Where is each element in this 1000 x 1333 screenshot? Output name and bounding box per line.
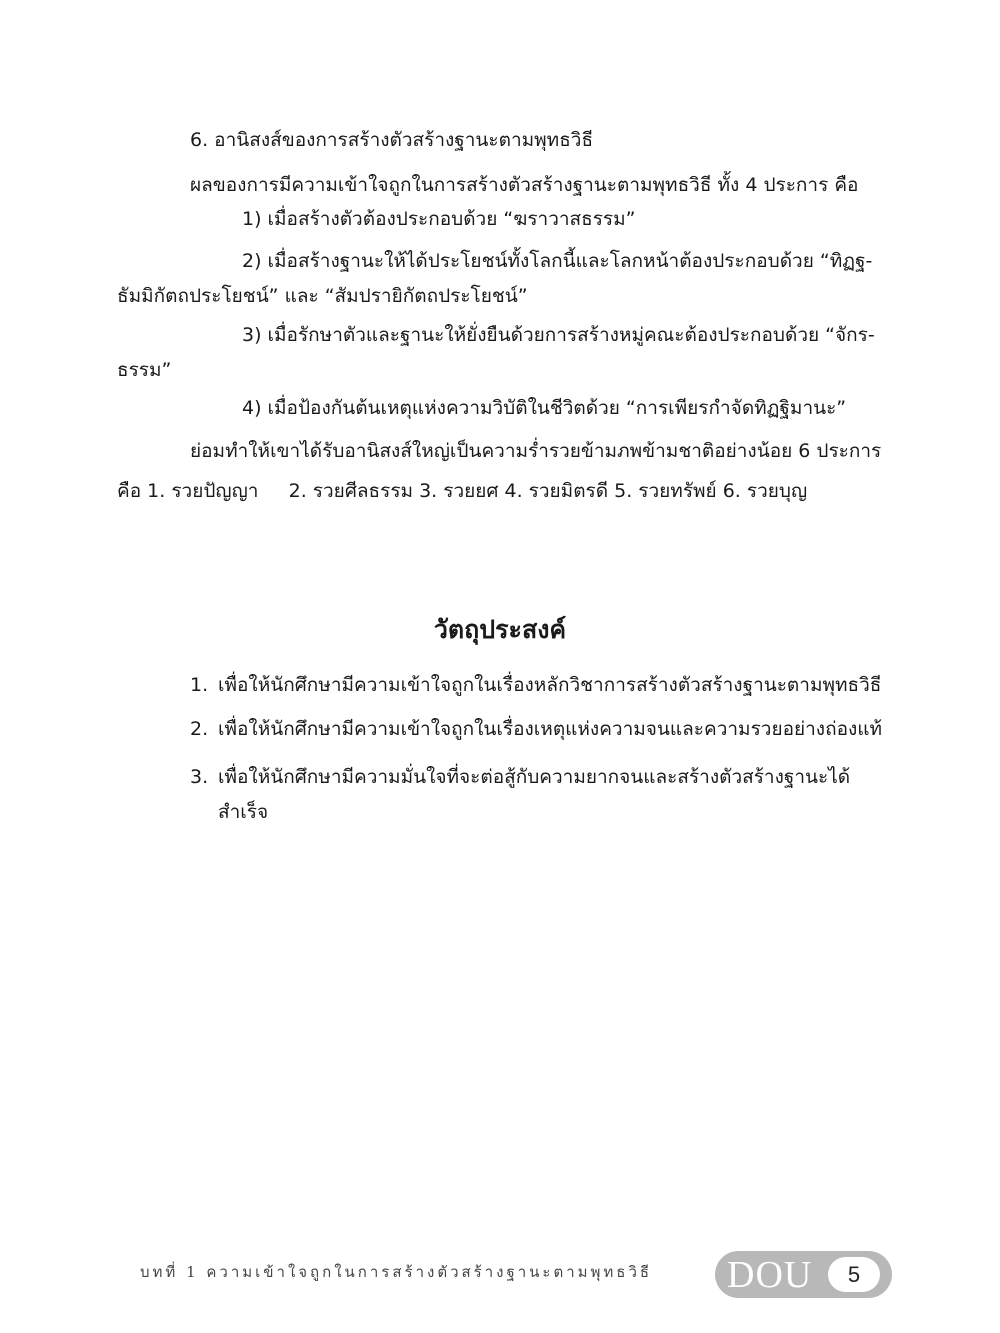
list-item-3: 3) เมื่อรักษาตัวและฐานะให้ยั่งยืนด้วยการสร้างหมู่คณะต้องประกอบด้วย “จักร- xyxy=(242,324,875,346)
objective-1-number: 1. xyxy=(190,674,209,696)
page-footer xyxy=(0,1248,1000,1308)
list-item-4: 4) เมื่อป้องกันต้นเหตุแห่งความวิบัติในชีวิตด้วย “การเพียรกำจัดทิฏฐิมานะ” xyxy=(242,397,847,419)
objective-3-text-continued: สำเร็จ xyxy=(218,801,269,823)
conclusion-line-2: คือ 1. รวยปัญญา 2. รวยศีลธรรม 3. รวยยศ 4. รวยมิตรดี 5. รวยทรัพย์ 6. รวยบุญ xyxy=(117,480,808,502)
objectives-title: วัตถุประสงค์ xyxy=(433,615,567,644)
objective-3-text: เพื่อให้นักศึกษามีความมั่นใจที่จะต่อสู้กับความยากจนและสร้างตัวสร้างฐานะได้ xyxy=(218,766,851,788)
list-item-2: 2) เมื่อสร้างฐานะให้ได้ประโยชน์ทั้งโลกนี้และโลกหน้าต้องประกอบด้วย “ทิฏฐ- xyxy=(242,250,873,272)
list-item-3-continued: ธรรม” xyxy=(117,359,172,381)
chapter-title: บทที่ 1 ความเข้าใจถูกในการสร้างตัวสร้างฐานะตามพุทธวิธี xyxy=(140,1263,653,1281)
dou-logo: DOU xyxy=(727,1254,813,1296)
objective-2-text: เพื่อให้นักศึกษามีความเข้าใจถูกในเรื่องเหตุแห่งความจนและความรวยอย่างถ่องแท้ xyxy=(218,718,883,740)
page-number: 5 xyxy=(828,1257,880,1292)
list-item-2-continued: ธัมมิกัตถประโยชน์” และ “สัมปรายิกัตถประโยชน์” xyxy=(117,285,528,307)
objective-3-number: 3. xyxy=(190,766,209,788)
objective-1-text: เพื่อให้นักศึกษามีความเข้าใจถูกในเรื่องหลักวิชาการสร้างตัวสร้างฐานะตามพุทธวิธี xyxy=(218,674,882,696)
objective-2-number: 2. xyxy=(190,718,209,740)
page-badge xyxy=(715,1251,892,1298)
section-intro: ผลของการมีความเข้าใจถูกในการสร้างตัวสร้างฐานะตามพุทธวิธี ทั้ง 4 ประการ คือ xyxy=(190,174,859,196)
list-item-1: 1) เมื่อสร้างตัวต้องประกอบด้วย “ฆราวาสธรรม” xyxy=(242,208,636,230)
section-heading: 6. อานิสงส์ของการสร้างตัวสร้างฐานะตามพุทธวิธี xyxy=(190,129,594,151)
conclusion-line-1: ย่อมทำให้เขาได้รับอานิสงส์ใหญ่เป็นความร่ำรวยข้ามภพข้ามชาติอย่างน้อย 6 ประการ xyxy=(190,440,882,462)
